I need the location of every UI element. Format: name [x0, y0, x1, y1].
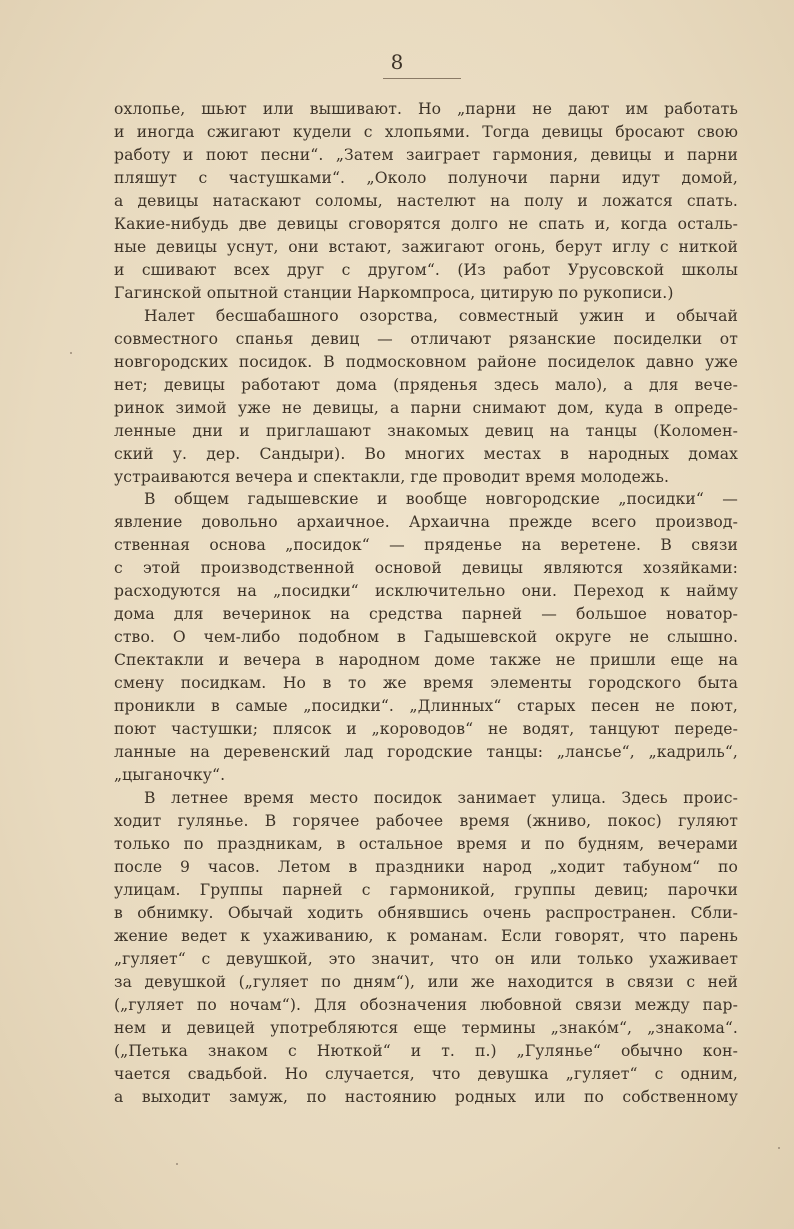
text-line: новгородских посидок. В подмосковном районе посиделок давно уже — [114, 352, 738, 371]
paper-speck — [70, 352, 72, 354]
text-line: только по праздникам, в остальное время и по будням, вечерами — [114, 835, 738, 853]
text-line: ходит гулянье. В горячее рабочее время (жниво, покос) гуляют — [114, 812, 738, 831]
text-line: ные девицы уснут, они встают, зажигают огонь, берут иглу с ниткой — [114, 237, 738, 256]
text-line: („гуляет по ночам“). Для обозначения любовной связи между пар- — [114, 995, 738, 1014]
page-number-rule — [383, 78, 461, 79]
text-line: и иногда сжигают кудели с хлопьями. Тогда девицы бросают свою — [114, 122, 738, 141]
text-line: пляшут с частушками“. „Около полуночи парни идут домой, — [114, 168, 738, 187]
paper-speck — [176, 1163, 178, 1165]
text-line: („Петька знаком с Нюткой“ и т. п.) „Гулянье“ обычно кон- — [114, 1041, 738, 1060]
text-line: в обнимку. Обычай ходить обнявшись очень распространен. Сбли- — [114, 903, 738, 922]
text-line: „гуляет“ с девушкой, это значит, что он или только ухаживает — [114, 949, 738, 968]
text-line: Спектакли и вечера в народном доме также не пришли еще на — [114, 651, 738, 670]
text-line: ринок зимой уже не девицы, а парни снимают дом, куда в опреде- — [114, 398, 738, 417]
text-line: ственная основа „посидок“ — пряденье на веретене. В связи — [114, 536, 738, 555]
text-line: ланные на деревенский лад городские танцы: „лансье“, „кадриль“, — [114, 743, 738, 762]
text-line: явление довольно архаичное. Архаична прежде всего производ- — [114, 513, 738, 532]
text-line: устраиваются вечера и спектакли, где проводит время молодежь. — [114, 467, 670, 486]
text-line: дома для вечеринок на средства парней — большое новатор- — [114, 605, 738, 624]
text-line: чается свадьбой. Но случается, что девушка „гуляет“ с одним, — [114, 1064, 738, 1083]
text-line: расходуются на „посидки“ исключительно они. Переход к найму — [114, 582, 738, 601]
text-line: с этой производственной основой девицы являются хозяйками: — [114, 559, 738, 578]
text-line: Налет бесшабашного озорства, совместный ужин и обычай — [144, 306, 738, 325]
text-line: Гагинской опытной станции Наркомпроса, цитирую по рукописи.) — [114, 283, 674, 302]
text-line: за девушкой („гуляет по дням“), или же находится в связи с ней — [114, 972, 738, 991]
text-line: В летнее время место посидок занимает улица. Здесь проис- — [144, 789, 738, 808]
text-line: работу и поют песни“. „Затем заиграет гармония, девицы и парни — [114, 145, 738, 164]
text-line: а выходит замуж, по настоянию родных или по собственному — [114, 1087, 738, 1106]
paper-speck — [778, 1147, 780, 1149]
text-line: Какие-нибудь две девицы сговорятся долго не спать и, когда осталь- — [114, 214, 738, 233]
text-line: жение ведет к ухаживанию, к романам. Если говорят, что парень — [114, 926, 738, 945]
text-line: смену посидкам. Но в то же время элементы городского быта — [114, 674, 738, 693]
text-line: а девицы натаскают соломы, настелют на полу и ложатся спать. — [114, 191, 738, 210]
text-line: и сшивают всех друг с другом“. (Из работ Урусовской школы — [114, 260, 738, 279]
text-line: ленные дни и приглашают знакомых девиц на танцы (Коломен- — [114, 421, 738, 440]
text-line: нет; девицы работают дома (пряденья здесь мало), а для вече- — [114, 375, 738, 394]
text-line: ский у. дер. Сандыри). Во многих местах в народных домах — [114, 444, 738, 463]
body-text — [114, 98, 738, 1109]
text-line: охлопье, шьют или вышивают. Но „парни не дают им работать — [114, 100, 738, 118]
text-line: ство. О чем-либо подобном в Гадышевской округе не слышно. — [114, 628, 738, 647]
text-line: „цыганочку“. — [114, 766, 226, 785]
text-line: В общем гадышевские и вообще новгородские „посидки“ — — [144, 490, 738, 509]
text-line: проникли в самые „посидки“. „Длинных“ старых песен не поют, — [114, 697, 738, 716]
text-line: совместного спанья девиц — отличают рязанские посиделки от — [114, 329, 738, 348]
text-line: улицам. Группы парней с гармоникой, группы девиц; парочки — [114, 880, 738, 899]
text-line: нем и девицей употребляются еще термины „знако́м“, „знакома“. — [114, 1018, 738, 1037]
text-line: поют частушки; плясок и „короводов“ не водят, танцуют переде- — [114, 720, 738, 739]
text-line: после 9 часов. Летом в праздники народ „ходит табуном“ по — [114, 857, 738, 876]
page-number: 8 — [390, 50, 404, 74]
